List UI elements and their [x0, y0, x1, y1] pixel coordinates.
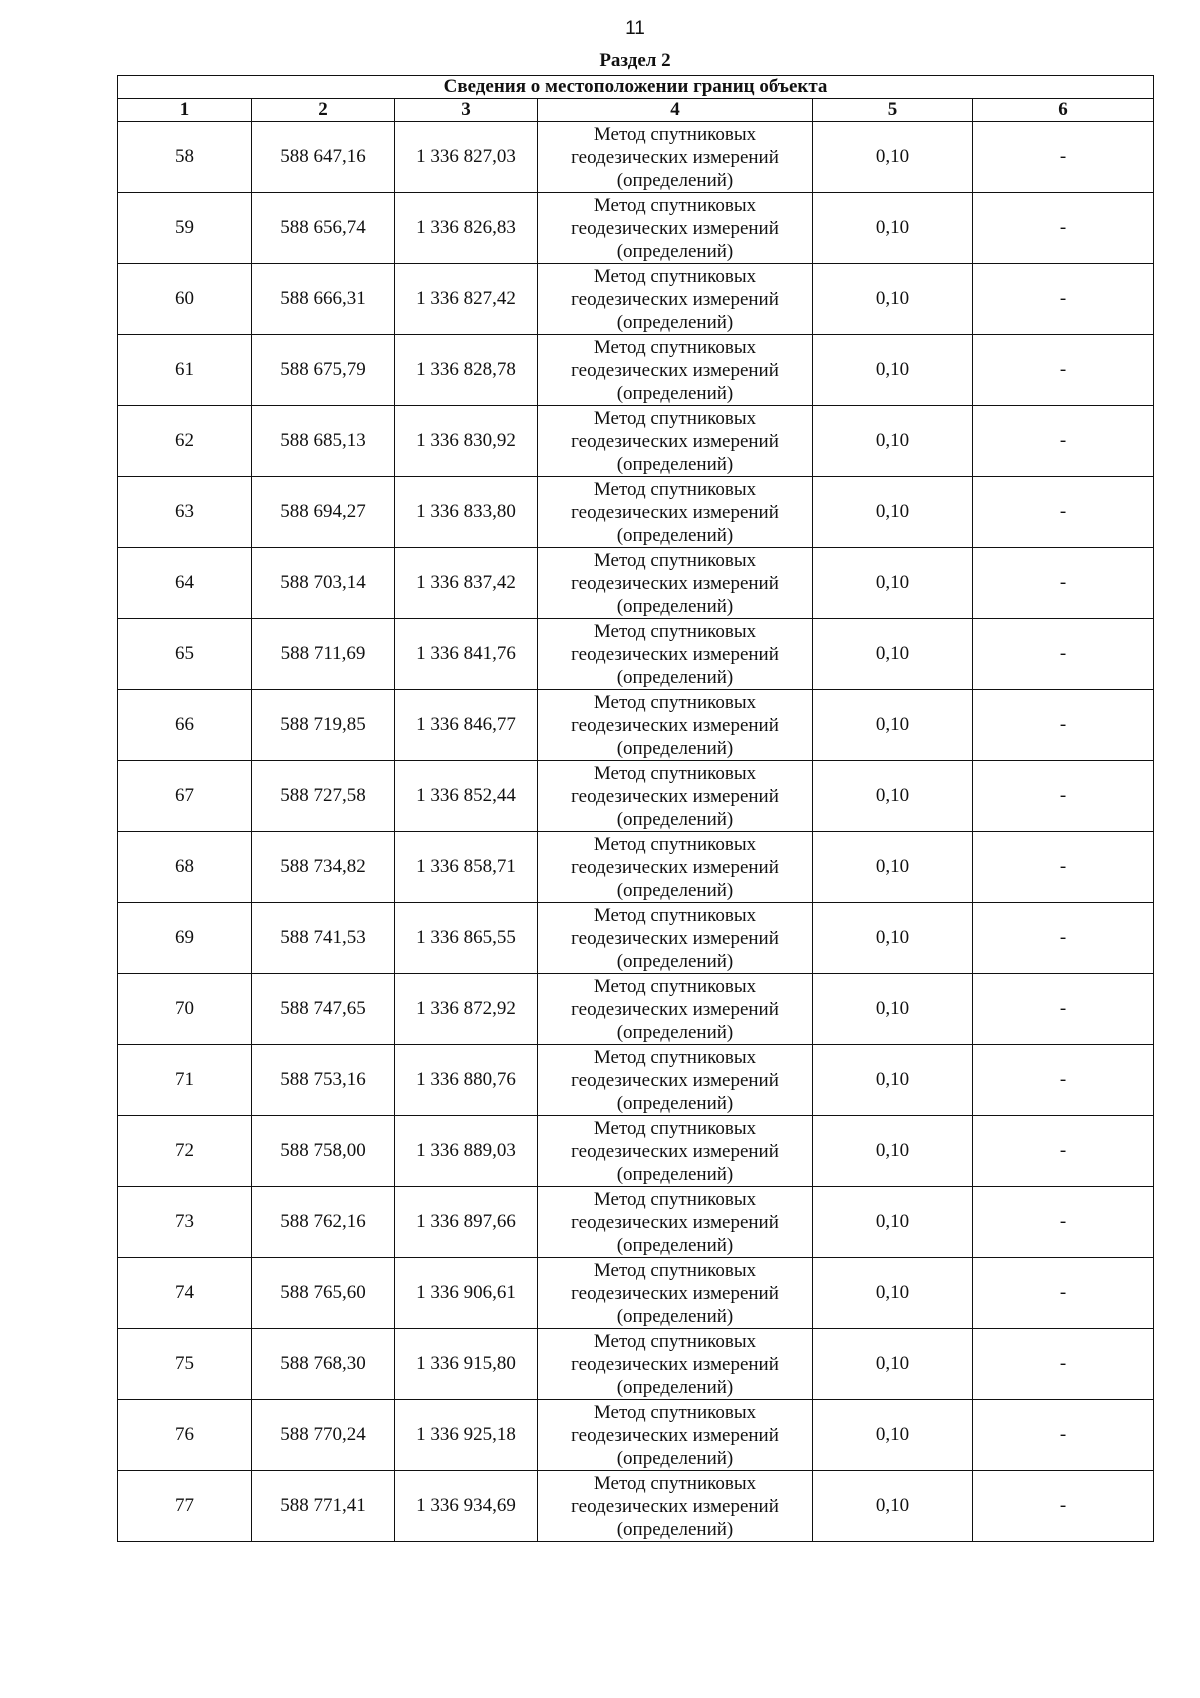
cell-x: 588 770,24 [252, 1400, 395, 1471]
cell-note: - [973, 690, 1154, 761]
method-line: геодезических измерений [571, 856, 779, 878]
cell-accuracy: 0,10 [813, 1400, 973, 1471]
cell-method [538, 903, 813, 974]
cell-note: - [973, 193, 1154, 264]
method-line: Метод спутниковых [593, 1188, 757, 1210]
method-line: (определений) [616, 1021, 734, 1043]
cell-y: 1 336 906,61 [395, 1258, 538, 1329]
cell-accuracy: 0,10 [813, 264, 973, 335]
cell-accuracy: 0,10 [813, 1329, 973, 1400]
cell-method [538, 1400, 813, 1471]
cell-y: 1 336 846,77 [395, 690, 538, 761]
method-line: геодезических измерений [571, 1424, 779, 1446]
cell-note: - [973, 1400, 1154, 1471]
cell-method [538, 264, 813, 335]
cell-point: 59 [118, 193, 252, 264]
method-line: геодезических измерений [571, 927, 779, 949]
method-line: (определений) [616, 1376, 734, 1398]
method-line: Метод спутниковых [593, 336, 757, 358]
cell-point: 72 [118, 1116, 252, 1187]
cell-accuracy: 0,10 [813, 122, 973, 193]
method-line: Метод спутниковых [593, 975, 757, 997]
method-line: Метод спутниковых [593, 478, 757, 500]
column-number-2: 2 [252, 99, 395, 122]
column-number-4: 4 [538, 99, 813, 122]
cell-note: - [973, 903, 1154, 974]
table-row [118, 406, 1154, 477]
method-line: геодезических измерений [571, 217, 779, 239]
cell-note: - [973, 335, 1154, 406]
cell-accuracy: 0,10 [813, 1187, 973, 1258]
cell-point: 58 [118, 122, 252, 193]
cell-point: 63 [118, 477, 252, 548]
cell-point: 71 [118, 1045, 252, 1116]
cell-accuracy: 0,10 [813, 335, 973, 406]
cell-method [538, 690, 813, 761]
table-caption-row [118, 76, 1154, 99]
method-line: Метод спутниковых [593, 691, 757, 713]
cell-point: 67 [118, 761, 252, 832]
cell-accuracy: 0,10 [813, 690, 973, 761]
cell-note: - [973, 406, 1154, 477]
method-line: Метод спутниковых [593, 1330, 757, 1352]
cell-x: 588 685,13 [252, 406, 395, 477]
cell-y: 1 336 865,55 [395, 903, 538, 974]
cell-x: 588 727,58 [252, 761, 395, 832]
cell-method [538, 122, 813, 193]
cell-note: - [973, 122, 1154, 193]
cell-y: 1 336 837,42 [395, 548, 538, 619]
cell-x: 588 771,41 [252, 1471, 395, 1542]
method-line: (определений) [616, 1234, 734, 1256]
cell-point: 61 [118, 335, 252, 406]
method-line: геодезических измерений [571, 359, 779, 381]
section-title: Раздел 2 [599, 50, 671, 71]
method-line: Метод спутниковых [593, 1117, 757, 1139]
table-caption: Сведения о местоположении границ объекта [118, 76, 1154, 99]
cell-point: 66 [118, 690, 252, 761]
cell-note: - [973, 548, 1154, 619]
column-number-6: 6 [973, 99, 1154, 122]
cell-accuracy: 0,10 [813, 477, 973, 548]
cell-method [538, 1471, 813, 1542]
cell-point: 75 [118, 1329, 252, 1400]
cell-point: 70 [118, 974, 252, 1045]
method-line: Метод спутниковых [593, 123, 757, 145]
method-line: Метод спутниковых [593, 265, 757, 287]
method-line: геодезических измерений [571, 714, 779, 736]
method-line: геодезических измерений [571, 1069, 779, 1091]
method-line: геодезических измерений [571, 1211, 779, 1233]
table-row [118, 974, 1154, 1045]
page-number: 11 [625, 18, 645, 39]
table-row [118, 1187, 1154, 1258]
cell-point: 74 [118, 1258, 252, 1329]
cell-method [538, 1045, 813, 1116]
cell-y: 1 336 880,76 [395, 1045, 538, 1116]
cell-method [538, 477, 813, 548]
table-row [118, 1471, 1154, 1542]
cell-y: 1 336 934,69 [395, 1471, 538, 1542]
table-row [118, 264, 1154, 335]
column-number-row [118, 99, 1154, 122]
cell-method [538, 1258, 813, 1329]
cell-method [538, 761, 813, 832]
cell-accuracy: 0,10 [813, 1045, 973, 1116]
cell-accuracy: 0,10 [813, 193, 973, 264]
method-line: Метод спутниковых [593, 1259, 757, 1281]
method-line: Метод спутниковых [593, 620, 757, 642]
table-row [118, 619, 1154, 690]
cell-y: 1 336 872,92 [395, 974, 538, 1045]
column-number-1: 1 [118, 99, 252, 122]
cell-y: 1 336 828,78 [395, 335, 538, 406]
method-line: геодезических измерений [571, 288, 779, 310]
table-row [118, 1400, 1154, 1471]
cell-method [538, 1187, 813, 1258]
cell-accuracy: 0,10 [813, 761, 973, 832]
cell-y: 1 336 915,80 [395, 1329, 538, 1400]
method-line: геодезических измерений [571, 1140, 779, 1162]
cell-note: - [973, 1471, 1154, 1542]
cell-point: 64 [118, 548, 252, 619]
cell-y: 1 336 889,03 [395, 1116, 538, 1187]
cell-x: 588 647,16 [252, 122, 395, 193]
column-number-5: 5 [813, 99, 973, 122]
method-line: Метод спутниковых [593, 904, 757, 926]
cell-y: 1 336 827,42 [395, 264, 538, 335]
cell-y: 1 336 852,44 [395, 761, 538, 832]
method-line: геодезических измерений [571, 1282, 779, 1304]
cell-point: 77 [118, 1471, 252, 1542]
method-line: Метод спутниковых [593, 1046, 757, 1068]
column-number-3: 3 [395, 99, 538, 122]
cell-method [538, 406, 813, 477]
boundary-coordinates-table [117, 75, 1154, 1542]
method-line: (определений) [616, 808, 734, 830]
method-line: (определений) [616, 240, 734, 262]
cell-note: - [973, 1258, 1154, 1329]
cell-y: 1 336 841,76 [395, 619, 538, 690]
method-line: Метод спутниковых [593, 762, 757, 784]
method-line: (определений) [616, 169, 734, 191]
cell-y: 1 336 826,83 [395, 193, 538, 264]
cell-method [538, 1116, 813, 1187]
cell-y: 1 336 897,66 [395, 1187, 538, 1258]
method-line: геодезических измерений [571, 146, 779, 168]
table-row [118, 1258, 1154, 1329]
cell-x: 588 765,60 [252, 1258, 395, 1329]
method-line: (определений) [616, 1447, 734, 1469]
cell-x: 588 762,16 [252, 1187, 395, 1258]
cell-point: 60 [118, 264, 252, 335]
table-row [118, 903, 1154, 974]
cell-y: 1 336 833,80 [395, 477, 538, 548]
cell-x: 588 758,00 [252, 1116, 395, 1187]
cell-note: - [973, 761, 1154, 832]
cell-accuracy: 0,10 [813, 548, 973, 619]
method-line: Метод спутниковых [593, 549, 757, 571]
table-row [118, 832, 1154, 903]
cell-method [538, 1329, 813, 1400]
cell-accuracy: 0,10 [813, 903, 973, 974]
cell-x: 588 719,85 [252, 690, 395, 761]
cell-method [538, 548, 813, 619]
method-line: (определений) [616, 950, 734, 972]
method-line: геодезических измерений [571, 998, 779, 1020]
table-row [118, 1045, 1154, 1116]
cell-x: 588 694,27 [252, 477, 395, 548]
cell-point: 73 [118, 1187, 252, 1258]
method-line: (определений) [616, 453, 734, 475]
method-line: (определений) [616, 1163, 734, 1185]
cell-note: - [973, 1116, 1154, 1187]
cell-x: 588 666,31 [252, 264, 395, 335]
cell-note: - [973, 1045, 1154, 1116]
cell-x: 588 741,53 [252, 903, 395, 974]
table-row [118, 335, 1154, 406]
cell-y: 1 336 830,92 [395, 406, 538, 477]
method-line: (определений) [616, 1518, 734, 1540]
table-row [118, 477, 1154, 548]
cell-x: 588 675,79 [252, 335, 395, 406]
method-line: (определений) [616, 382, 734, 404]
cell-point: 76 [118, 1400, 252, 1471]
table-row [118, 761, 1154, 832]
cell-x: 588 656,74 [252, 193, 395, 264]
cell-note: - [973, 1329, 1154, 1400]
cell-accuracy: 0,10 [813, 1258, 973, 1329]
method-line: геодезических измерений [571, 572, 779, 594]
cell-x: 588 768,30 [252, 1329, 395, 1400]
cell-accuracy: 0,10 [813, 619, 973, 690]
cell-x: 588 734,82 [252, 832, 395, 903]
method-line: Метод спутниковых [593, 194, 757, 216]
cell-x: 588 747,65 [252, 974, 395, 1045]
cell-note: - [973, 974, 1154, 1045]
cell-y: 1 336 858,71 [395, 832, 538, 903]
cell-note: - [973, 477, 1154, 548]
method-line: Метод спутниковых [593, 1472, 757, 1494]
cell-note: - [973, 264, 1154, 335]
cell-x: 588 703,14 [252, 548, 395, 619]
method-line: (определений) [616, 879, 734, 901]
cell-accuracy: 0,10 [813, 1471, 973, 1542]
cell-y: 1 336 925,18 [395, 1400, 538, 1471]
cell-y: 1 336 827,03 [395, 122, 538, 193]
method-line: геодезических измерений [571, 1495, 779, 1517]
cell-method [538, 619, 813, 690]
table-row [118, 193, 1154, 264]
cell-point: 69 [118, 903, 252, 974]
cell-note: - [973, 619, 1154, 690]
method-line: Метод спутниковых [593, 407, 757, 429]
method-line: геодезических измерений [571, 501, 779, 523]
method-line: (определений) [616, 1092, 734, 1114]
cell-point: 65 [118, 619, 252, 690]
cell-accuracy: 0,10 [813, 832, 973, 903]
method-line: (определений) [616, 595, 734, 617]
table-body [118, 122, 1154, 1542]
method-line: (определений) [616, 737, 734, 759]
cell-point: 62 [118, 406, 252, 477]
method-line: геодезических измерений [571, 430, 779, 452]
method-line: Метод спутниковых [593, 833, 757, 855]
cell-method [538, 193, 813, 264]
method-line: (определений) [616, 666, 734, 688]
method-line: Метод спутниковых [593, 1401, 757, 1423]
cell-method [538, 974, 813, 1045]
cell-note: - [973, 832, 1154, 903]
table-row [118, 1116, 1154, 1187]
cell-x: 588 711,69 [252, 619, 395, 690]
cell-point: 68 [118, 832, 252, 903]
method-line: (определений) [616, 524, 734, 546]
table-row [118, 122, 1154, 193]
cell-accuracy: 0,10 [813, 1116, 973, 1187]
cell-accuracy: 0,10 [813, 406, 973, 477]
table-row [118, 548, 1154, 619]
table-row [118, 1329, 1154, 1400]
cell-method [538, 832, 813, 903]
method-line: (определений) [616, 311, 734, 333]
method-line: геодезических измерений [571, 785, 779, 807]
cell-accuracy: 0,10 [813, 974, 973, 1045]
cell-method [538, 335, 813, 406]
cell-note: - [973, 1187, 1154, 1258]
table-row [118, 690, 1154, 761]
method-line: геодезических измерений [571, 643, 779, 665]
cell-x: 588 753,16 [252, 1045, 395, 1116]
method-line: (определений) [616, 1305, 734, 1327]
method-line: геодезических измерений [571, 1353, 779, 1375]
